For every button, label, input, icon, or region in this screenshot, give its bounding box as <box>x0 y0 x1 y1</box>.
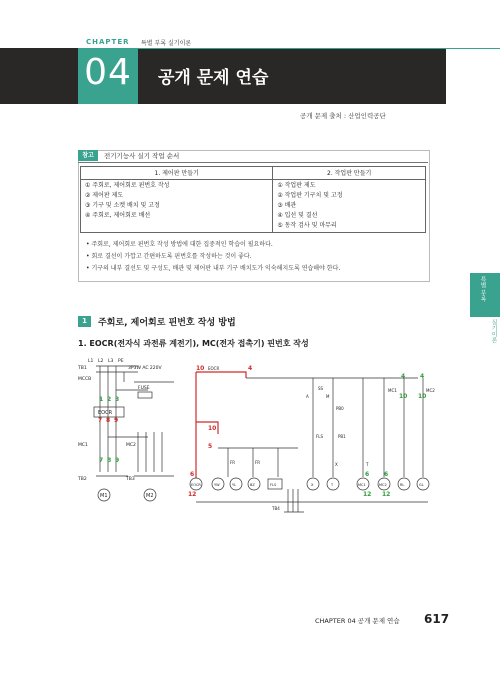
table-header: 2. 작업판 만들기 <box>273 167 426 180</box>
phase-label: L3 <box>108 359 114 364</box>
load-label: X <box>311 483 314 487</box>
table-cell <box>81 180 273 233</box>
bullet-item: • 기구의 내부 결선도 및 구성도, 배관 및 제어판 내부 기구 배치도가 익숙해지도록 연습해야 한다. <box>86 265 341 272</box>
page-title: 공개 문제 연습 <box>158 68 269 88</box>
eocr-top-label: EOCR <box>208 366 220 371</box>
wiring-diagram <box>78 352 438 527</box>
motor-label: M2 <box>146 493 154 499</box>
load-label: YW <box>214 483 220 487</box>
pin-label: 6 <box>365 471 370 478</box>
list-item: ③ 기구 및 소켓 배치 및 고정 <box>85 202 160 209</box>
procedure-table <box>80 166 426 233</box>
reference-tag: 참고 <box>78 150 98 161</box>
pin-label: 10 <box>399 393 408 400</box>
chapter-number: 04 <box>84 52 132 93</box>
load-row <box>190 478 429 490</box>
chapter-label: CHAPTER <box>86 38 130 46</box>
list-item: ② 제어판 제도 <box>85 192 124 199</box>
contact-label: T <box>366 462 369 467</box>
contact-label: M <box>326 394 330 399</box>
supply-label: 3P3W AC 220V <box>128 366 162 371</box>
contact-label: MC2 <box>426 388 435 393</box>
contact-label: A <box>306 394 309 399</box>
subsection-title: 1. EOCR(전자식 과전류 계전기), MC(전자 접촉기) 핀번호 작성 <box>78 339 309 348</box>
pin-label: 12 <box>382 491 391 498</box>
pin-label: 10 <box>418 393 427 400</box>
reference-divider <box>78 162 428 163</box>
eocr-label: EOCR <box>98 410 113 416</box>
list-item: ③ 배관 <box>277 202 297 209</box>
bullet-item: • 회로 결선이 가깝고 간편하도록 핀번호를 작성하는 것이 좋다. <box>86 253 252 260</box>
pin-label: 5 <box>208 443 213 450</box>
side-tab-sub: 실기이론 <box>490 319 497 343</box>
tb2-label: TB2 <box>78 477 87 482</box>
load-label: GL <box>419 483 424 487</box>
load-label: T <box>331 483 334 487</box>
pin-label: 2 <box>107 396 112 403</box>
list-item: ④ 입선 및 결선 <box>277 212 318 219</box>
phase-label: PE <box>118 359 124 364</box>
section-number: 1 <box>78 316 91 327</box>
header-rule <box>78 48 500 49</box>
page-number: 617 <box>424 612 450 626</box>
pin-label: 12 <box>363 491 372 498</box>
contact-label: SS <box>318 386 324 391</box>
load-label: YL <box>232 483 237 487</box>
pin-label: 7 <box>99 457 104 464</box>
contact-label: FLS <box>316 434 324 439</box>
list-item: ④ 주회로, 제어회로 배선 <box>85 212 151 219</box>
motor-label: M1 <box>100 493 108 499</box>
tb3-label: TB3 <box>126 477 135 482</box>
phase-label: L2 <box>98 359 104 364</box>
pin-label: 8 <box>107 457 112 464</box>
contact-label: FR <box>255 460 261 465</box>
list-item: ① 작업판 제도 <box>277 182 316 189</box>
source-note: 공개 문제 출처 : 산업인력공단 <box>300 112 386 120</box>
table-cell <box>273 180 426 233</box>
pin-label: 6 <box>190 471 195 478</box>
side-tab-label: 특별 부록 <box>479 276 486 302</box>
reference-bullets <box>86 239 422 275</box>
header-band-left <box>0 48 78 104</box>
pin-label: 1 <box>99 396 104 403</box>
pin-label: 10 <box>196 365 205 372</box>
pin-label: 4 <box>248 365 253 372</box>
pin-label: 9 <box>114 417 119 424</box>
list-item: ① 주회로, 제어회로 핀번호 작성 <box>85 182 170 189</box>
tb1-label: TB1 <box>78 366 87 371</box>
load-label: EOCR <box>191 483 201 487</box>
pin-label: 3 <box>115 396 120 403</box>
list-item: ⑤ 동작 검사 및 마무리 <box>277 222 337 229</box>
list-item: ② 작업판 기구치 및 고정 <box>277 192 343 199</box>
phase-label: L1 <box>88 359 94 364</box>
table-header: 1. 제어판 만들기 <box>81 167 273 180</box>
contact-label: X <box>335 462 338 467</box>
pin-label: 7 <box>98 417 103 424</box>
pin-label: 12 <box>188 491 197 498</box>
contact-label: PB0 <box>336 406 344 411</box>
contact-label: PB1 <box>338 434 346 439</box>
special-label: 특별 부록 실기이론 <box>141 40 192 47</box>
bullet-item: • 주회로, 제어회로 핀번호 작성 방법에 대한 집중적인 학습이 필요하다. <box>86 241 273 248</box>
footer-text: CHAPTER 04 공개 문제 연습 <box>315 617 400 625</box>
contact-label: MC1 <box>388 388 397 393</box>
mc2-label: MC2 <box>126 443 136 448</box>
load-label: FLS <box>270 483 277 487</box>
load-label: MC1 <box>358 483 366 487</box>
pin-label: 4 <box>401 373 406 380</box>
load-label: RL <box>400 483 405 487</box>
pin-label: 9 <box>115 457 120 464</box>
tb4-block <box>284 489 304 512</box>
section-title: 주회로, 제어회로 핀번호 작성 방법 <box>98 318 236 328</box>
pin-label: 10 <box>208 425 217 432</box>
mccb-label: MCCB <box>78 377 92 382</box>
fuse-label: FUSE <box>138 386 150 391</box>
header-top <box>0 0 500 38</box>
load-label: BZ <box>250 483 255 487</box>
pin-label: 8 <box>106 417 111 424</box>
load-label: MC2 <box>379 483 387 487</box>
tb4-label: TB4 <box>272 506 280 511</box>
pin-label: 6 <box>384 471 389 478</box>
contact-label: FR <box>230 460 236 465</box>
reference-title: 전기기능사 실기 작업 순서 <box>104 152 180 160</box>
pin-label: 4 <box>420 373 425 380</box>
mc1-label: MC1 <box>78 443 88 448</box>
